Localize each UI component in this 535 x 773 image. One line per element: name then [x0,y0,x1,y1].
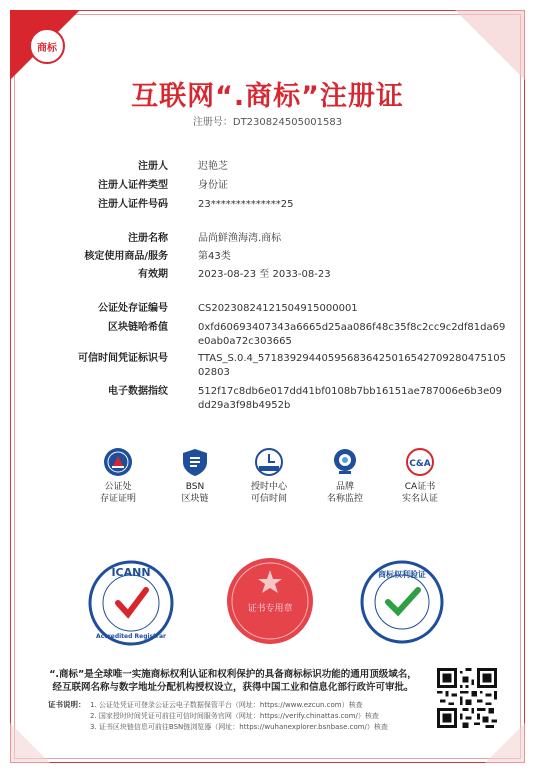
icann-accredited-seal-icon [88,560,174,646]
verify-item-3: 3. 证书区块链信息可前往BSN链浏览器（网址：https://wuhanexplorer.bsnbase.com/）核查 [90,723,388,731]
ca-cert-item [385,447,455,505]
timestamp-item [234,447,304,505]
official-red-seal-icon [225,556,315,646]
field-value: 23**************25 [198,199,294,210]
icann-seal-top-text: ICANN [111,566,151,579]
verify-seal-text: 商标权利验证 [378,570,426,579]
icon-label-line2: 名称监控 [326,494,363,504]
field-value: 512f17c8db6e017dd41bf0108b7bb16151ae787006e6b3e09dd29a3f98b4952b [198,386,502,411]
brand-monitor-item [310,447,380,505]
ca-certificate-icon [405,447,435,477]
field-value: TTAS_S.0.4_571839294405956836425016542709280475​10502803 [198,353,507,378]
field-value: 第43类 [198,251,231,262]
field-key: 有效期 [138,269,168,280]
field-key: 电子数据指纹 [108,386,168,397]
icann-seal-bottom-text: Accredited Registrar [96,633,166,640]
brand-logo-text: 商标 [37,42,57,54]
notary-item [83,447,153,505]
field-key: 注册人 [138,161,168,172]
red-seal-text: 证书专用章 [247,604,293,614]
registration-number: 注册号：DT230824505001583 [192,117,343,128]
icon-label-line2: 可信时间 [250,494,287,504]
footer-description: “.商标”是全球唯一实施商标权利认证和权利保护的具备商标标识功能的通用顶级域名，经互联网名称与数字地址分配机构授权设立，获得中国工业和信息化部行政许可审批。 [49,669,417,693]
field-key: 注册人证件号码 [98,199,168,210]
icon-label-line2: 区块链 [181,494,209,504]
field-key: 公证处存证编号 [98,303,168,314]
field-key: 核定使用商品/服务 [84,251,168,262]
field-value: 品尚鲜渔海湾.商标 [198,233,282,244]
icon-label-line1: BSN [185,482,205,492]
field-value: CS2023082412150491500000​1 [198,303,358,314]
brand-logo-icon [29,28,65,64]
trademark-verify-seal-icon [360,560,444,644]
field-value: 2023-08-23 至 2033-08-23 [198,269,331,280]
field-key: 可信时间凭证标识号 [78,353,168,364]
icon-label-line2: 存证证明 [99,494,136,504]
field-value: 迟艳芝 [198,161,228,172]
icon-label-line1: 授时中心 [250,482,287,492]
corner-decoration-bottom-right [485,723,525,763]
field-key: 注册名称 [128,233,168,244]
field-key: 注册人证件类型 [98,180,168,191]
icon-label-line1: 公证处 [104,482,132,492]
corner-decoration-top-right [455,10,525,80]
corner-decoration-bottom-left [10,723,50,763]
field-key: 区块链哈希值 [108,322,168,333]
verify-label: 证书说明： [48,700,86,709]
svg-text:C&A: C&A [409,459,431,469]
notary-emblem-icon [103,447,133,477]
verification-notes [48,699,428,733]
qr-code-icon[interactable] [437,668,497,728]
camera-monitor-icon [330,447,360,477]
bsn-item [160,447,230,505]
icon-label-line1: 品牌 [335,482,354,492]
bsn-shield-icon [180,447,210,477]
verify-item-2: 2. 国家授时时间凭证可前往可信时间服务官网（网址：https://verify.chinattas.com/）核查 [90,712,379,720]
certificate-title: 互联网“.商标”注册证 [131,81,404,112]
field-value: 0xfd60693407343a6665d25aa086f48c35f8c2cc9c2df81da69e0ab0a72c303665 [198,322,506,347]
icon-label-line1: CA证书 [404,482,436,492]
field-value: 身份证 [198,180,228,191]
verify-item-1: 1. 公证处凭证可登录公证云电子数据保管平台（网址：https://www.ezcun.com）核查 [90,701,363,709]
timestamp-clock-icon [254,447,284,477]
icon-label-line2: 实名认证 [401,494,438,504]
seals-row [0,552,535,662]
